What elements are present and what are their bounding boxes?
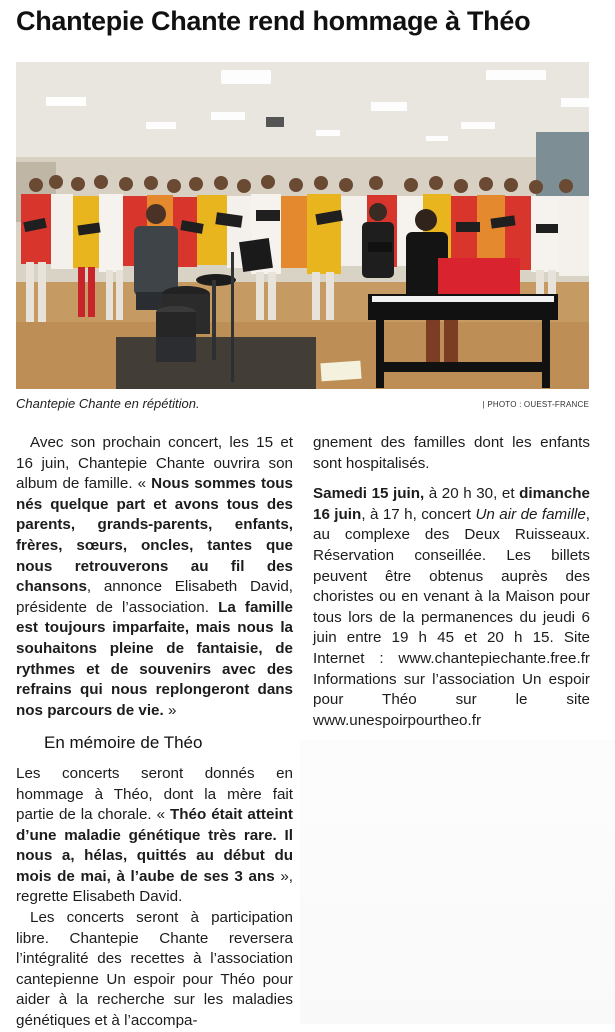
article-column-right — [313, 433, 590, 731]
headline: Chantepie Chante rend hommage à Théo — [16, 6, 531, 36]
article-column-left — [16, 433, 293, 1032]
photo-caption: Chantepie Chante en répétition. — [16, 396, 200, 411]
photo-credit: | PHOTO : OUEST-FRANCE — [482, 400, 589, 409]
event-info-paragraph: Samedi 15 juin, à 20 h 30, et dimanche 16 juin, à 17 h, concert Un air de famille, au complexe des Deux Ruisseaux. Réservation conseillée. Les billets peuvent être obtenus auprès des choristes ou en venant à la Maison pour tous lors de la permanences du jeudi 6 juin entre 19 h 45 et 20 h 15. Site Internet : www.chantepiechante.free.fr Informations sur l’association Un espoir pour Théo sur le site www.unespoirpourtheo.fr — [313, 485, 590, 729]
continued-paragraph: gnement des familles dont les enfants sont hospitalisés. — [313, 434, 590, 472]
page-shadow — [300, 740, 615, 1024]
rehearsal-photo — [16, 62, 589, 389]
intro-paragraph: Avec son prochain concert, les 15 et 16 juin, Chantepie Chante ouvrira son album de famille. « Nous sommes tous nés quelque part et avons tous des parents, grands-parents, enfants, frères, sœurs, oncles, tantes que nous retrouverons au fil des chansons, annonce Elisabeth David, présidente de l’association. La famille est toujours imparfaite, mais nous la souhaitons pleine de fantaisie, de rythmes et de souvenirs avec des refrains qui nous replongeront dans nos parcours de vie. » — [16, 434, 293, 719]
tribute-paragraph: Les concerts seront donnés en hommage à Théo, dont la mère fait partie de la chorale. « Théo était atteint d’une maladie génétique très rare. Il nous a, hélas, quittés au début du mois de mai, à l’aube de ses 3 ans », regrette Elisabeth David. — [16, 764, 293, 906]
donation-paragraph: Les concerts seront à participation libre. Chantepie Chante reversera l’intégralité des recettes à l’association cantepienne Un espoir pour Théo pour aider à la recherche sur les maladies génétiques et à l’accompa- — [16, 909, 293, 1030]
section-subhead: En mémoire de Théo — [44, 733, 203, 753]
